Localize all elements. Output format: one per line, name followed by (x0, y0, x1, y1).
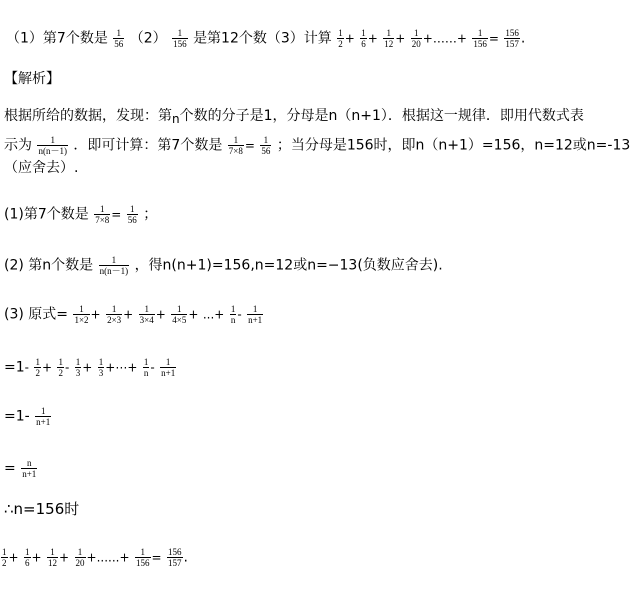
q-part2: （2） (129, 30, 167, 47)
step5: =1- $\frac{1}{n+1}$ (4, 406, 51, 427)
fraction: $\frac{1}{56}$ (261, 135, 271, 156)
fraction: $\frac{1}{3\times 4}$ (139, 304, 154, 325)
fraction: $\frac{156}{157}$ (505, 28, 519, 49)
fraction: $\frac{1}{56}$ (127, 204, 137, 225)
fraction: $\frac{1}{156}$ (173, 28, 187, 49)
step6: = $\frac{n}{n+1}$ (4, 458, 37, 479)
fraction: $\frac{1}{56}$ (114, 28, 124, 49)
fraction: $\frac{1}{20}$ (75, 547, 85, 568)
fraction: $\frac{1}{3}$ (75, 357, 81, 378)
fraction: $\frac{1}{156}$ (136, 547, 150, 568)
fraction: $\frac{n}{n+1}$ (22, 458, 37, 479)
fraction: $\frac{1}{12}$ (48, 547, 58, 568)
fraction: $\frac{1}{6}$ (361, 28, 366, 49)
question-line: （1）第7个数是 $\frac{1}{56}$ （2） $\frac{1}{156}$ 是第12个数（3）计算 $\frac{1}{2}$ + $\frac{1}{6}$ + $\frac{1}{12}$ + $\frac{1}{20}$ +……+ $\frac{1}{156}$ = $\frac{156}{157}$ . (6, 28, 526, 49)
fraction: $\frac{1}{n}$ (143, 357, 149, 378)
fraction: $\frac{1}{2}$ (338, 28, 343, 49)
fraction: $\frac{1}{2}$ (2, 547, 7, 568)
fraction: $\frac{1}{n+1}$ (161, 357, 176, 378)
para1-line1: 根据所给的数据，发现：第n个数的分子是1，分母是n（n+1）．根据这一规律．即用代数式表 (4, 108, 584, 126)
fraction: $\frac{1}{7\times 8}$ (95, 204, 110, 225)
fraction: $\frac{1}{n+1}$ (248, 304, 263, 325)
fraction: $\frac{1}{n(n-1)}$ (38, 135, 67, 156)
fraction: $\frac{1}{n(n-1)}$ (99, 255, 129, 276)
fraction: $\frac{1}{n+1}$ (36, 406, 51, 427)
fraction: $\frac{1}{6}$ (25, 547, 30, 568)
q-part3: 是第12个数（3）计算 (193, 30, 332, 47)
step8: $\frac{1}{2}$ + $\frac{1}{6}$ + $\frac{1}{12}$ + $\frac{1}{20}$ +......+ $\frac{1}{156}$ = $\frac{156}{157}$ . (2, 547, 188, 568)
para1-line2: 示为 $\frac{1}{n(n-1)}$ ．即可计算：第7个数是 $\frac{1}{7\times 8}$ = $\frac{1}{56}$ ；当分母是156时，即n（n+1）=156，n=12或n=-13 (4, 135, 630, 156)
analysis-heading: 【解析】 (4, 71, 60, 87)
fraction: $\frac{1}{1\times 2}$ (74, 304, 89, 325)
fraction: $\frac{1}{156}$ (473, 28, 487, 49)
para1-line3: （应舍去）. (4, 160, 79, 176)
q-part1: （1）第7个数是 (6, 30, 108, 47)
step1: (1)第7个数是 $\frac{1}{7\times 8}$ = $\frac{1}{56}$ ； (4, 204, 158, 225)
fraction: $\frac{1}{2}$ (35, 357, 40, 378)
fraction: $\frac{1}{20}$ (411, 28, 421, 49)
step4: =1- $\frac{1}{2}$ + $\frac{1}{2}$ - $\frac{1}{3}$ + $\frac{1}{3}$ +⋯+ $\frac{1}{n}$ - $\frac{1}{n+1}$ (4, 357, 176, 378)
fraction: $\frac{1}{12}$ (384, 28, 394, 49)
fraction: $\frac{1}{n}$ (230, 304, 236, 325)
fraction: $\frac{1}{2\times 3}$ (107, 304, 122, 325)
step2: (2) 第n个数是 $\frac{1}{n(n-1)}$ ，得n(n+1)=156,n=12或n=−13(负数应舍去). (4, 255, 443, 276)
fraction: $\frac{1}{4\times 5}$ (172, 304, 187, 325)
fraction: $\frac{1}{2}$ (58, 357, 63, 378)
step3: (3) 原式= $\frac{1}{1\times 2}$ + $\frac{1}{2\times 3}$ + $\frac{1}{3\times 4}$ + $\frac{1}{4\times 5}$ + ...+ $\frac{1}{n}$ - $\frac{1}{n+1}$ (4, 304, 263, 325)
fraction: $\frac{1}{3}$ (98, 357, 104, 378)
fraction: $\frac{156}{157}$ (168, 547, 182, 568)
step7: ∴n=156时 (4, 500, 80, 518)
fraction: $\frac{1}{7\times 8}$ (228, 135, 243, 156)
